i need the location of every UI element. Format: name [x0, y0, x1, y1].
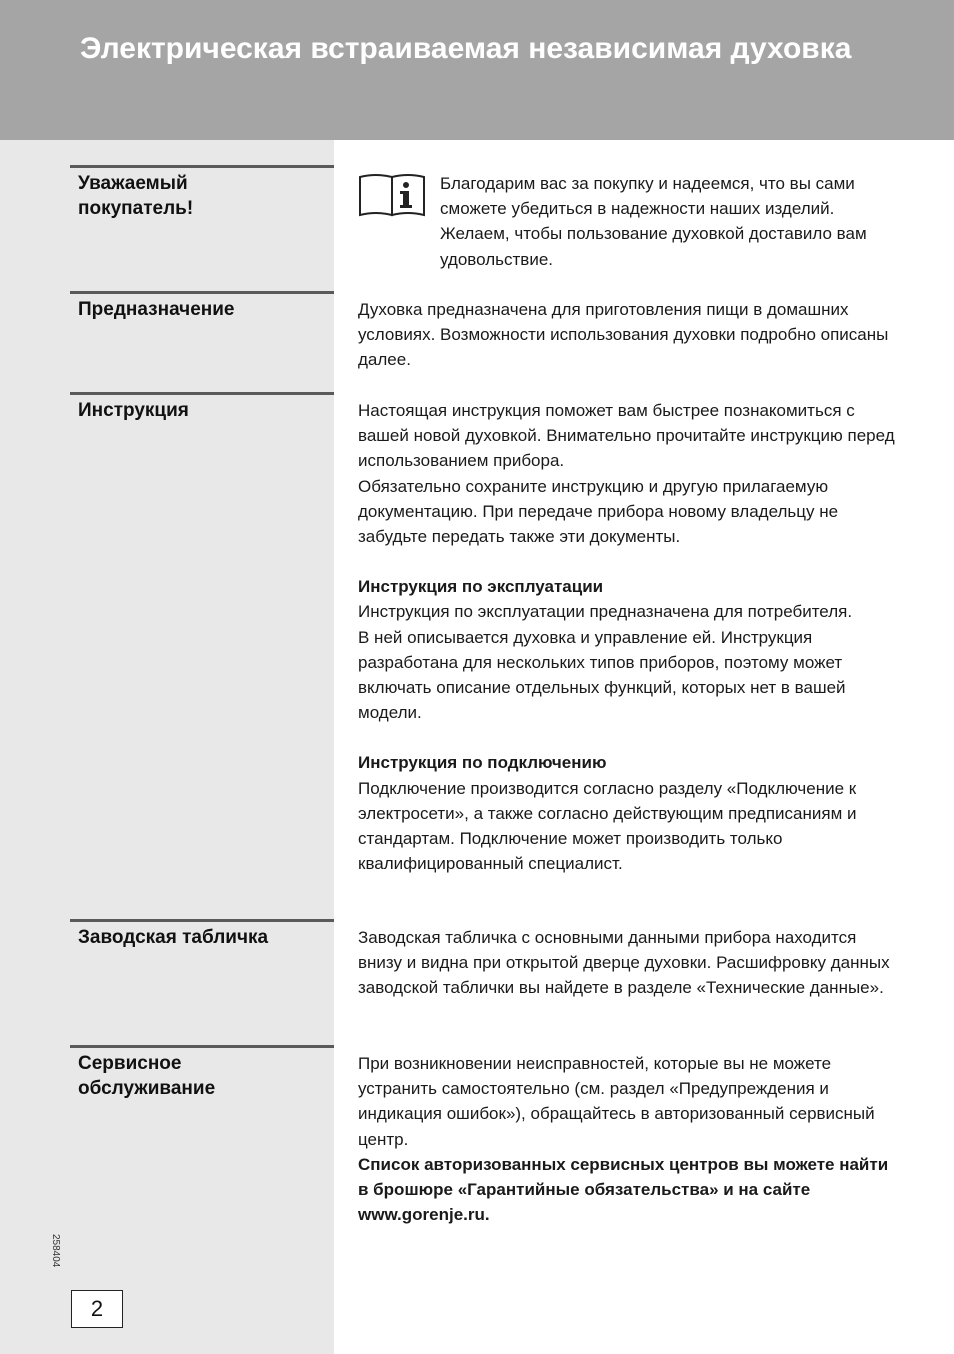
info-book-icon	[358, 171, 426, 217]
paragraph: Подключение производится согласно разделу «Подключение к электросети», а также согласно действующим предписаниям и стандартам. Подключение может производить только квалифицированный специалист.	[358, 778, 857, 874]
paragraph: Заводская табличка с основными данными прибора находится внизу и видна при открытой дверце духовки. Расшифровку данных заводской таблички вы найдете в разделе «Технические данные».	[358, 928, 890, 998]
section-label: Сервисное обслуживание	[78, 1053, 216, 1099]
paragraph: Обязательно сохраните инструкцию и другую прилагаемую документацию. При передаче прибора новому владельцу не забудьте передать также эти документы.	[358, 476, 839, 547]
page-header	[0, 0, 954, 140]
section-label: Инструкция	[78, 400, 189, 421]
section-divider	[70, 392, 334, 395]
section-text: Благодарим вас за покупку и надеемся, что вы сами сможете убедиться в надежности наших изделий. Желаем, чтобы пользование духовкой доставило вам удовольствие.	[440, 174, 867, 269]
section-label: Уважаемый покупатель!	[78, 173, 194, 219]
section-label: Предназначение	[78, 299, 235, 320]
paragraph: Настоящая инструкция поможет вам быстрее познакомиться с вашей новой духовкой. Внимательно прочитайте инструкцию перед использованием прибора.	[358, 401, 895, 471]
section-text	[358, 925, 898, 1001]
section-divider	[70, 1045, 334, 1048]
section-divider	[70, 919, 334, 922]
left-sidebar-panel	[0, 140, 334, 1354]
paragraph-bold: Список авторизованных сервисных центров вы можете найти в брошюре «Гарантийные обязательства» и на сайте www.gorenje.ru.	[358, 1154, 889, 1225]
section-divider	[70, 291, 334, 294]
paragraph: Духовка предназначена для приготовления пищи в домашних условиях. Возможности использования духовки подробно описаны далее.	[358, 300, 889, 370]
paragraph: Инструкция по эксплуатации предназначена для потребителя.	[358, 602, 853, 622]
document-code: 258404	[50, 1234, 61, 1268]
paragraph: При возникновении неисправностей, которые вы не можете устранить самостоятельно (см. раздел «Предупреждения и индикация ошибок»), обращайтесь в авторизованный сервисный центр.	[358, 1054, 875, 1149]
section-divider	[70, 165, 334, 168]
section-label: Заводская табличка	[78, 927, 269, 948]
page-number: 2	[71, 1290, 123, 1328]
subheading-operation: Инструкция по эксплуатации	[358, 577, 604, 597]
section-text	[358, 1051, 898, 1227]
section-text	[358, 297, 898, 373]
subheading-connection: Инструкция по подключению	[358, 753, 607, 773]
page-title: Электрическая встраиваемая независимая духовка	[80, 32, 852, 65]
section-text	[358, 398, 898, 876]
paragraph: В ней описывается духовка и управление ей. Инструкция разработана для нескольких типов приборов, поэтому может включать описание отдельных функций, которых нет в вашей модели.	[358, 627, 846, 723]
